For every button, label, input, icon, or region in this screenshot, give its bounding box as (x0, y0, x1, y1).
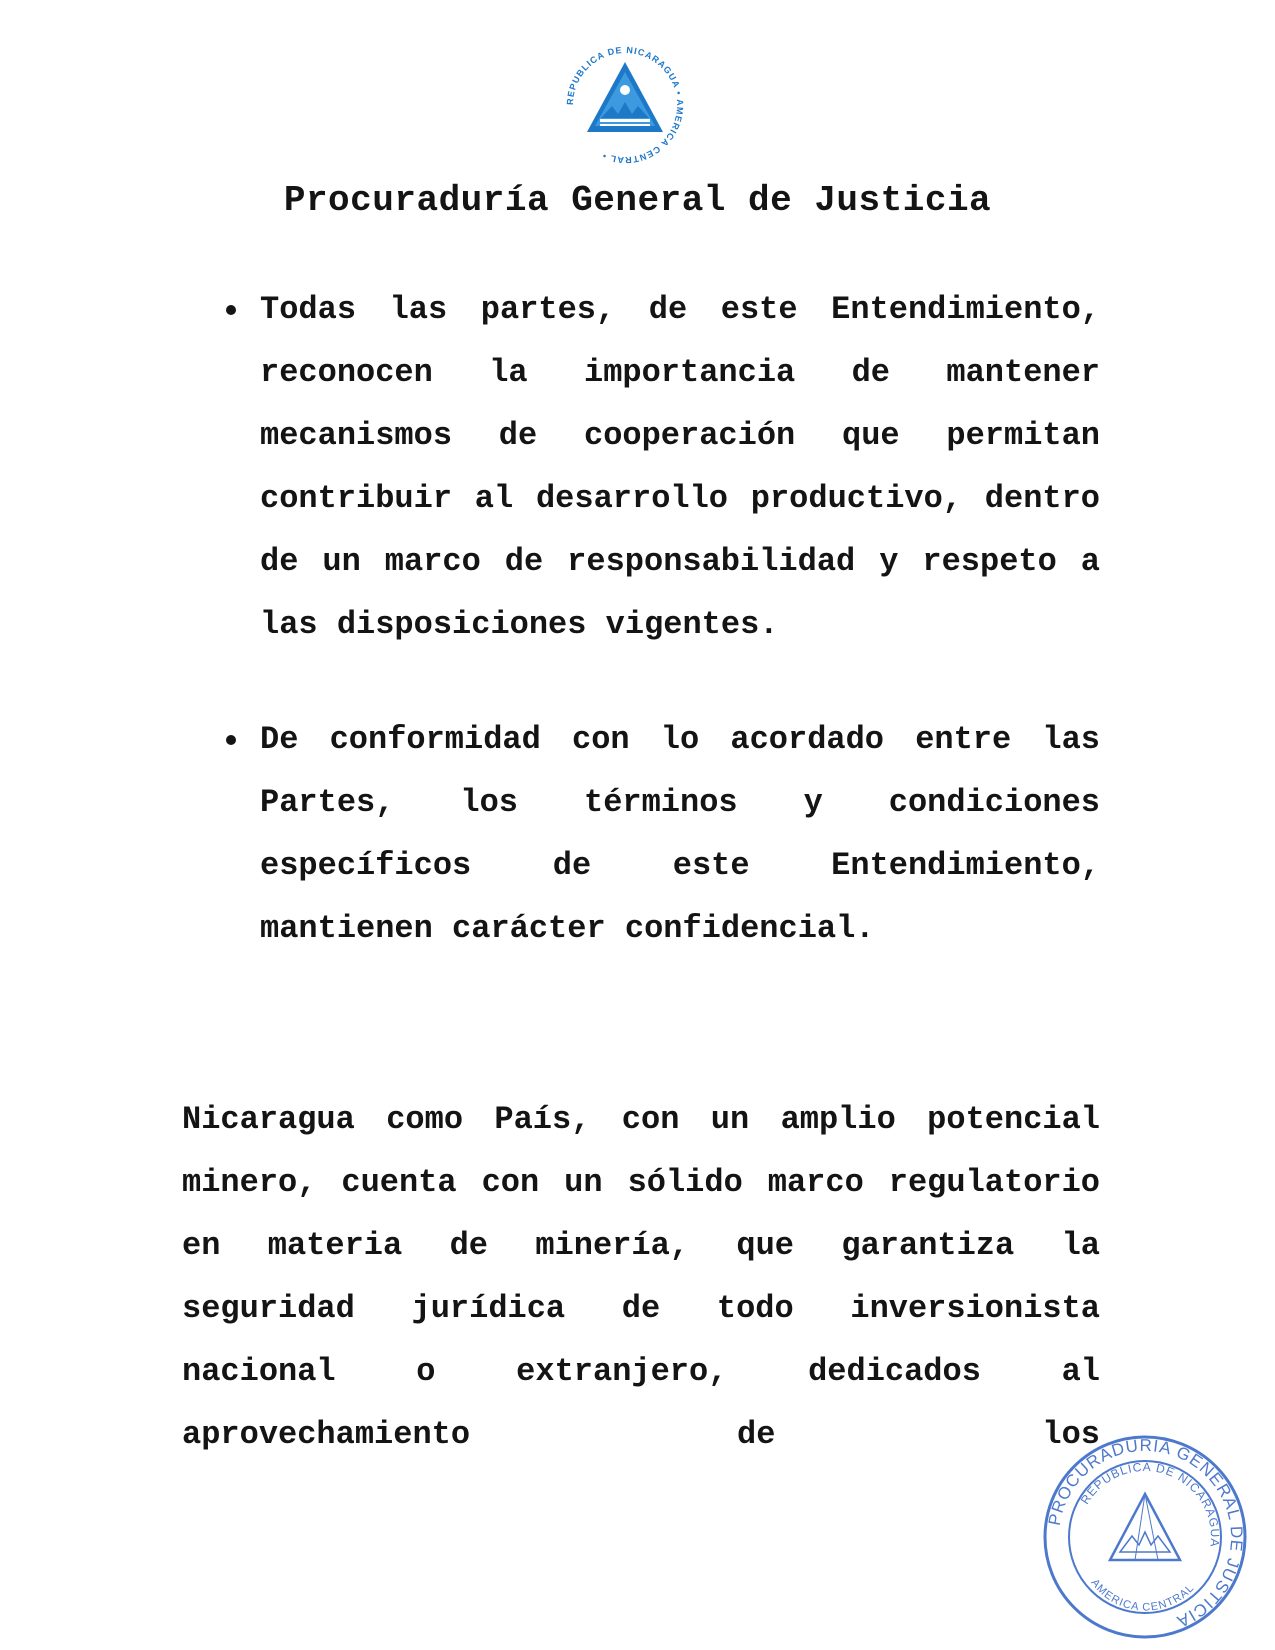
body-paragraph: Nicaragua como País, con un amplio potencial minero, cuenta con un sólido marco regulatorio en materia de minería, que garantiza la seguridad jurídica de todo inversionista nacional o extranjero, dedicados al aprovechamiento de los (182, 1101, 1100, 1453)
bullet-icon (226, 305, 236, 315)
bullet-icon (226, 735, 236, 745)
svg-text:AMERICA CENTRAL (1089, 1577, 1197, 1614)
stamp-inner-text: REPUBLICA DE NICARAGUA (1077, 1459, 1223, 1549)
stamp-outer-text: PROCURADURIA GENERAL DE JUSTICIA (1044, 1435, 1247, 1632)
bullet-text: Todas las partes, de este Entendimiento, reconocen la importancia de mantener mecanismos de cooperación que permitan contribuir al desarrollo productivo, dentro de un marco de responsabilidad y respeto a las disposiciones vigentes. (260, 291, 1100, 643)
page-title: Procuraduría General de Justicia (283, 180, 992, 221)
stamp-bottom-text: AMERICA CENTRAL (1088, 1576, 1197, 1614)
bullet-list (220, 278, 1100, 1012)
bullet-item-2 (220, 708, 1100, 960)
bullet-text: De conformidad con lo acordado entre las Partes, los términos y condiciones específicos de este Entendimiento, mantienen carácter confidencial. (260, 721, 1100, 947)
coat-of-arms-emblem (560, 40, 690, 170)
bullet-item-1 (220, 278, 1100, 656)
emblem-ring-text: REPUBLICA DE NICARAGUA • AMERICA CENTRAL • (564, 44, 686, 166)
official-seal-stamp (1040, 1432, 1250, 1642)
